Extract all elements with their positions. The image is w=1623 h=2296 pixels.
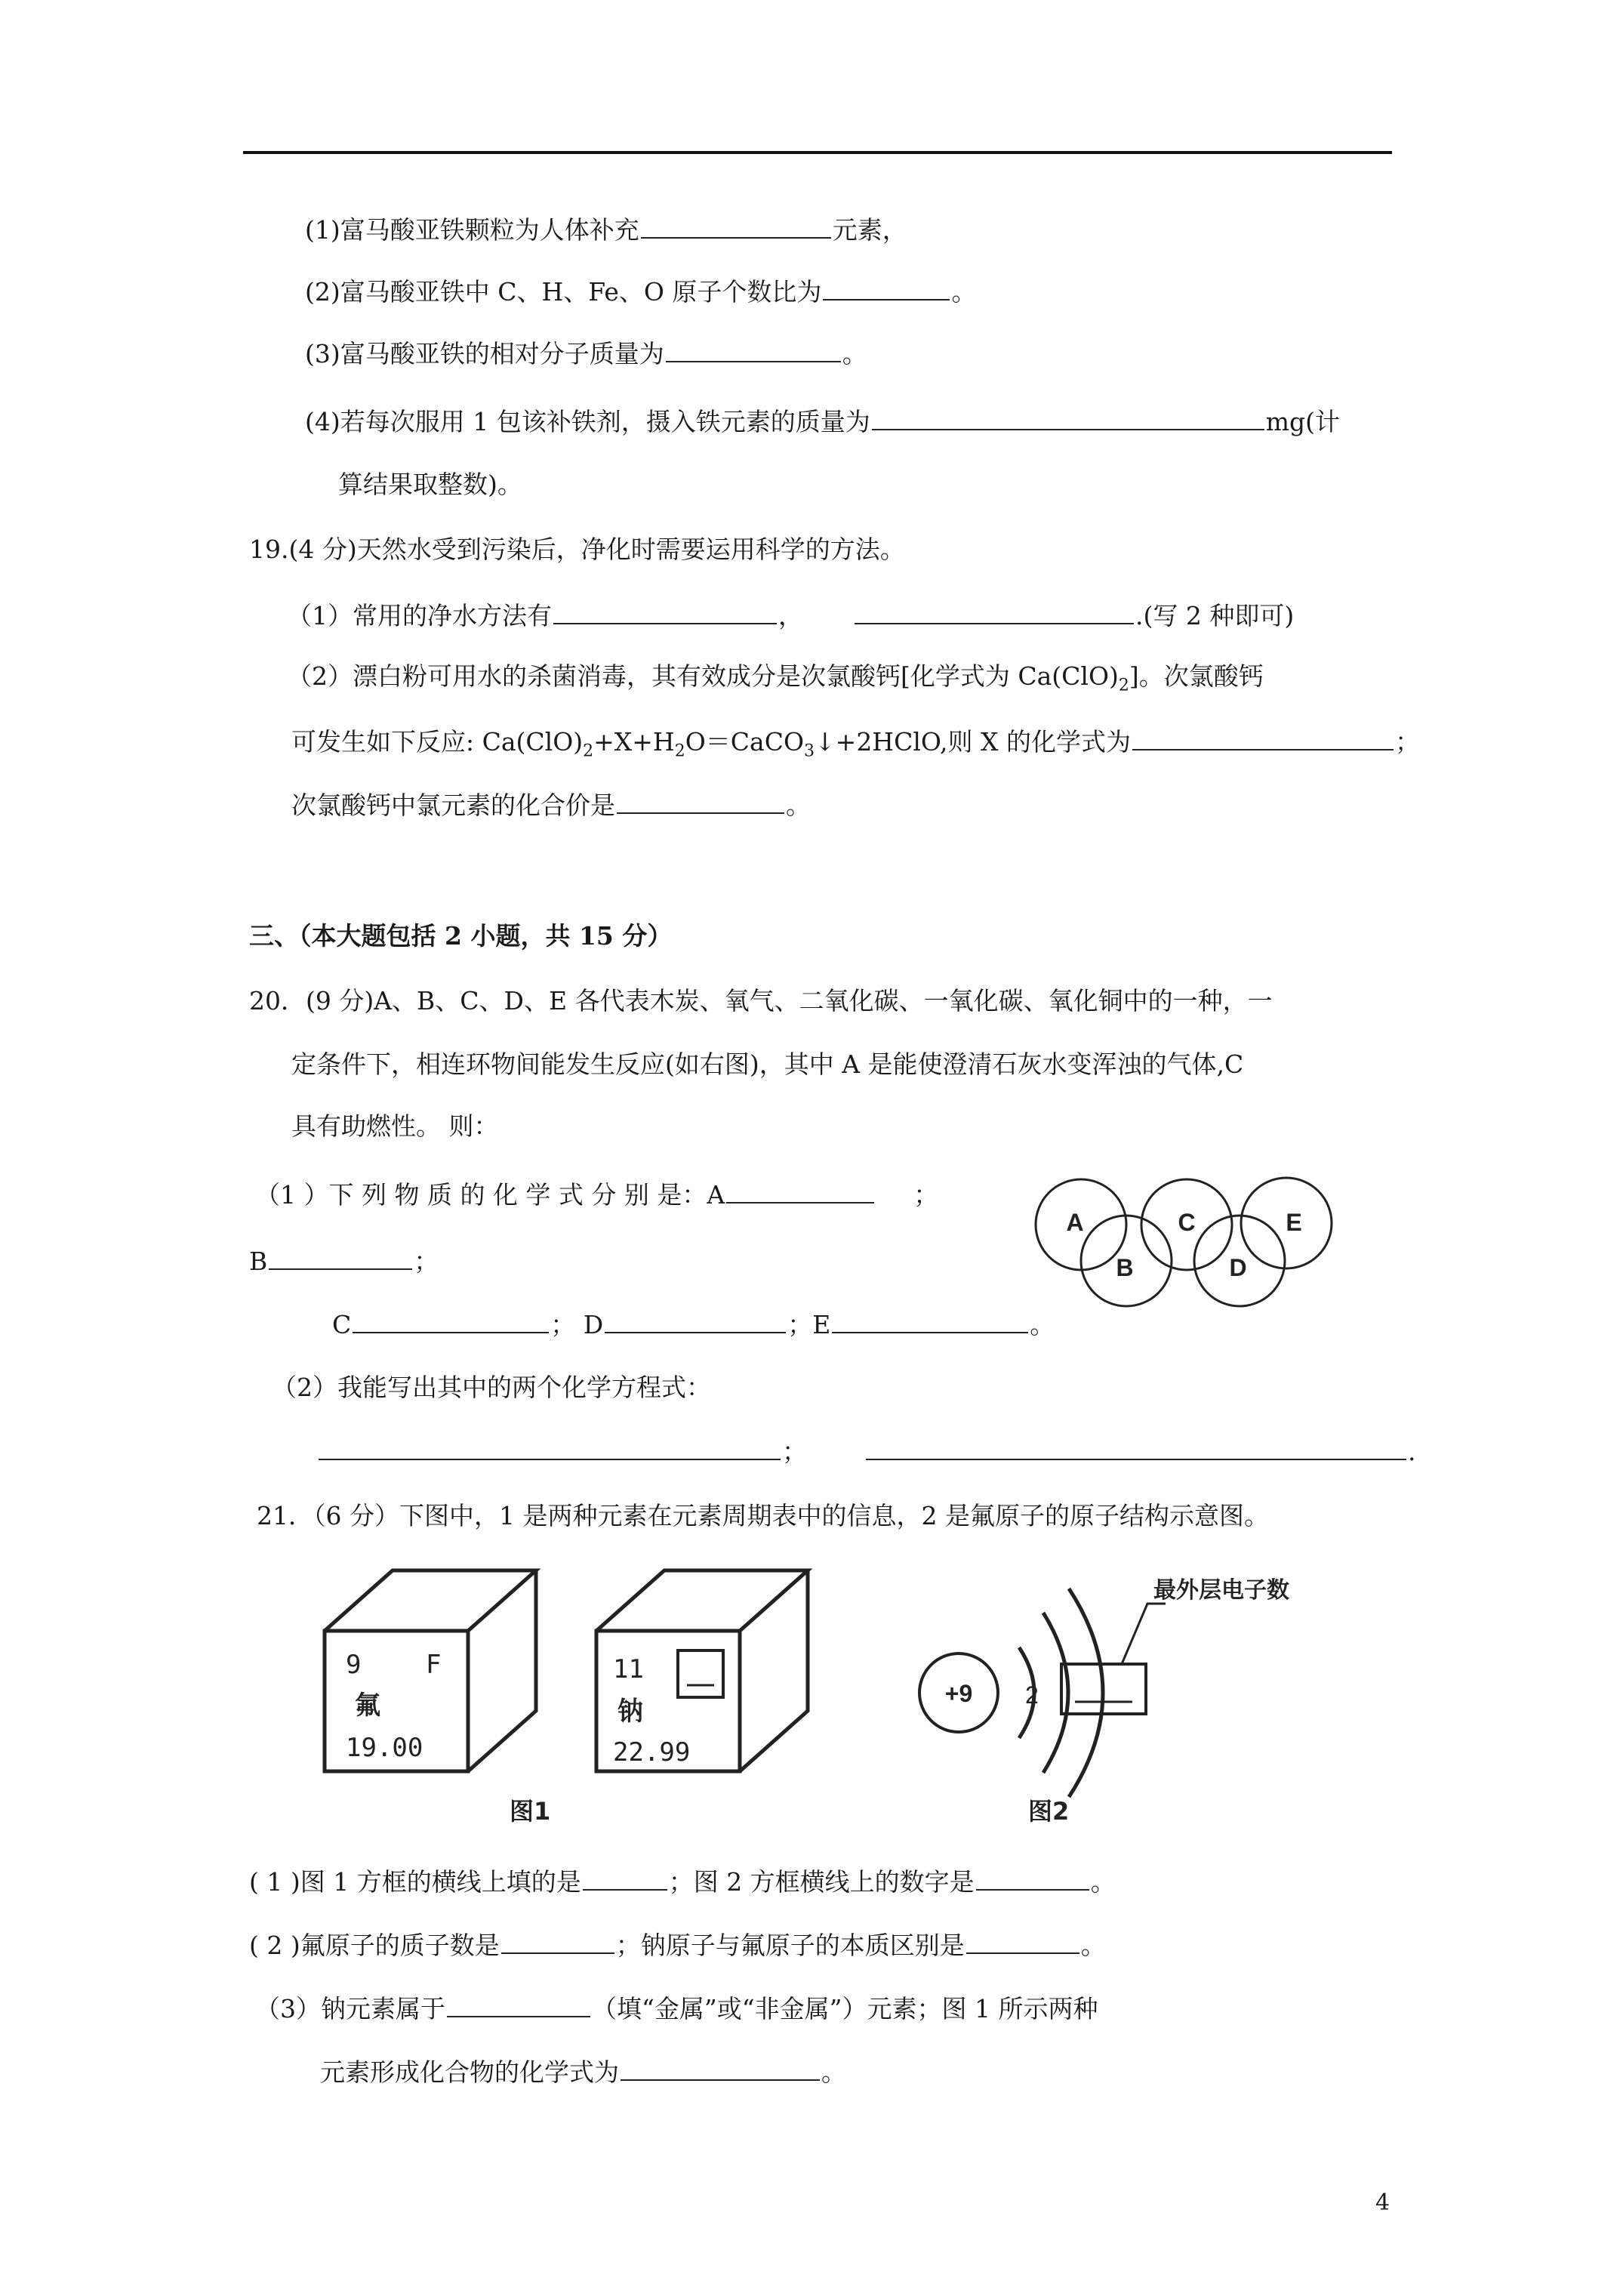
q19-2a-tail: ]。次氯酸钙 <box>1129 661 1264 691</box>
q20-line-2: 定条件下，相连环物间能发生反应(如右图)，其中 A 是能使澄清石灰水变浑浊的气体,C <box>291 1049 1244 1079</box>
q19-2b-t4: ↓+2HClO,则 X 的化学式为 <box>815 727 1131 757</box>
q20-item-2-blanks <box>317 1436 1416 1467</box>
q20-blank-d[interactable] <box>605 1309 786 1333</box>
q20-1b-text: B <box>249 1247 268 1276</box>
q21-2-blank-b[interactable] <box>966 1930 1079 1954</box>
f-atomic-mass: 19.00 <box>346 1733 423 1763</box>
f-name: 氟 <box>355 1690 380 1721</box>
q21-1-tail: 。 <box>1090 1867 1116 1897</box>
q21-1-text: ( 1 )图 1 方框的横线上填的是 <box>249 1867 581 1897</box>
q19-1-blank-a[interactable] <box>553 600 777 624</box>
q18-4-blank[interactable] <box>872 406 1264 430</box>
q20-1c-e: ；E <box>787 1310 831 1339</box>
olympic-rings-diagram <box>1027 1170 1351 1321</box>
q21-title: 21．（6 分）下图中，1 是两种元素在元素周期表中的信息，2 是氟原子的原子结构示意图。 <box>257 1501 1269 1530</box>
q21-3a-text: （3）钠元素属于 <box>255 1994 445 2023</box>
q19-item-1 <box>287 600 1294 631</box>
na-atomic-number: 11 <box>613 1654 644 1684</box>
q21-3b-text: 元素形成化合物的化学式为 <box>320 2057 619 2087</box>
q21-item-3b <box>320 2057 846 2088</box>
q18-1-blank[interactable] <box>641 214 831 239</box>
q18-3-tail: 。 <box>842 339 867 368</box>
q18-1-text: (1)富马酸亚铁颗粒为人体补充 <box>305 215 639 245</box>
figure-2-atom-structure <box>913 1563 1321 1835</box>
na-atomic-mass: 22.99 <box>613 1737 691 1767</box>
ring-label-c: C <box>1178 1209 1196 1236</box>
ring-label-e: E <box>1286 1209 1302 1236</box>
q20-item-1c <box>332 1309 1055 1340</box>
ring-label-a: A <box>1066 1209 1084 1236</box>
q21-3a-tail: （填“金属”或“非金属”）元素；图 1 所示两种 <box>592 1994 1098 2023</box>
q18-3-blank[interactable] <box>666 338 841 362</box>
header-rule <box>243 151 1392 154</box>
figure-1-element-cards <box>317 1563 861 1835</box>
q19-1-sep: ， <box>778 601 803 630</box>
q21-3a-blank[interactable] <box>447 1993 590 2017</box>
q18-item-2 <box>305 276 976 307</box>
q20-item-2: （2）我能写出其中的两个化学方程式： <box>272 1373 711 1402</box>
q20-blank-b[interactable] <box>269 1246 412 1270</box>
q20-2b-tail: . <box>1408 1437 1416 1466</box>
q18-4-tail: mg(计 <box>1265 407 1341 436</box>
q21-1-blank-a[interactable] <box>583 1866 667 1891</box>
ring-label-d: D <box>1229 1254 1247 1281</box>
q18-4-text: (4)若每次服用 1 包该补铁剂，摄入铁元素的质量为 <box>305 407 870 436</box>
section-3-heading: 三、（本大题包括 2 小题，共 15 分） <box>249 921 673 951</box>
q19-2c-tail: 。 <box>786 791 811 820</box>
q20-equation-1-blank[interactable] <box>319 1436 781 1460</box>
q19-2b-t1: 可发生如下反应: Ca(ClO) <box>291 727 584 757</box>
q20-1c-d: ； D <box>550 1310 604 1339</box>
q19-1-tail: .(写 2 种即可) <box>1135 601 1295 630</box>
q18-item-3 <box>305 338 867 369</box>
outer-electron-callout: 最外层电子数 <box>1153 1577 1289 1604</box>
q19-item-2b <box>291 726 1420 762</box>
q18-2-tail: 。 <box>951 277 977 307</box>
na-name: 钠 <box>617 1697 643 1727</box>
q20-item-1a <box>255 1179 938 1210</box>
q19-2b-blank[interactable] <box>1132 726 1394 750</box>
q18-2-blank[interactable] <box>823 276 950 300</box>
shell-1-electrons: 2 <box>1025 1681 1039 1709</box>
q20-equation-2-blank[interactable] <box>866 1436 1406 1460</box>
q19-title: 19.(4 分)天然水受到污染后，净化时需要运用科学的方法。 <box>249 535 905 564</box>
q20-blank-e[interactable] <box>832 1309 1028 1333</box>
q20-1a-text: （1 ）下 列 物 质 的 化 学 式 分 别 是：A <box>255 1180 725 1210</box>
q19-2b-t2: +X+H <box>593 727 675 757</box>
q18-2-text: (2)富马酸亚铁中 C、H、Fe、O 原子个数比为 <box>305 277 822 307</box>
q21-3b-tail: 。 <box>821 2057 846 2087</box>
q19-item-2c <box>291 790 811 821</box>
q21-1-blank-b[interactable] <box>976 1866 1089 1891</box>
q19-2b-s1: 2 <box>583 741 594 761</box>
q19-2b-t3: O＝CaCO <box>685 727 805 757</box>
q19-2a-text: （2）漂白粉可用水的杀菌消毒，其有效成分是次氯酸钙[化学式为 Ca(ClO) <box>287 661 1119 691</box>
q20-1c-tail: 。 <box>1030 1310 1055 1339</box>
q21-2-tail: 。 <box>1080 1931 1106 1960</box>
q21-item-3a <box>255 1993 1098 2024</box>
q20-1b-tail: ； <box>414 1247 439 1276</box>
q20-2b-sep: ； <box>782 1437 807 1466</box>
q20-1a-tail: ； <box>913 1180 939 1210</box>
ring-label-b: B <box>1116 1254 1134 1281</box>
q20-item-1b <box>249 1246 439 1277</box>
figure-1-caption: 图1 <box>510 1797 551 1826</box>
q21-item-2 <box>249 1930 1106 1961</box>
q19-2a-sub: 2 <box>1118 676 1129 695</box>
q20-blank-a[interactable] <box>726 1179 874 1203</box>
figure-2-caption: 图2 <box>1028 1797 1070 1826</box>
page-number: 4 <box>1375 2190 1390 2216</box>
q19-2b-tail: ； <box>1394 727 1420 757</box>
q18-item-4-cont: 算结果取整数)。 <box>338 470 522 499</box>
q20-line-3: 具有助燃性。 则： <box>291 1111 499 1141</box>
q20-blank-c[interactable] <box>353 1309 549 1333</box>
q19-2c-text: 次氯酸钙中氯元素的化合价是 <box>291 791 615 820</box>
q21-2-blank-a[interactable] <box>501 1930 614 1954</box>
q19-1-blank-b[interactable] <box>855 600 1134 624</box>
q19-2c-blank[interactable] <box>617 790 784 814</box>
q18-item-1 <box>305 214 907 245</box>
q21-3b-blank[interactable] <box>621 2057 820 2081</box>
q20-line-1: 20．(9 分)A、B、C、D、E 各代表木炭、氧气、二氧化碳、一氧化碳、氧化铜中的一种，一 <box>249 986 1273 1015</box>
q19-item-2a <box>287 661 1264 696</box>
q18-item-4 <box>305 406 1340 437</box>
q19-2b-s3: 3 <box>804 741 815 761</box>
q18-1-tail: 元素， <box>832 215 907 245</box>
f-atomic-number: 9 <box>346 1650 362 1680</box>
f-symbol: F <box>426 1650 442 1680</box>
q20-1c-c: C <box>332 1310 352 1339</box>
q19-2b-s2: 2 <box>674 741 685 761</box>
q21-1-mid: ；图 2 方框横线上的数字是 <box>668 1867 975 1897</box>
q21-2-text: ( 2 )氟原子的质子数是 <box>249 1931 500 1960</box>
nucleus-charge: +9 <box>944 1680 973 1707</box>
q18-3-text: (3)富马酸亚铁的相对分子质量为 <box>305 339 664 368</box>
q21-2-mid: ；钠原子与氟原子的本质区别是 <box>615 1931 965 1960</box>
q21-item-1 <box>249 1866 1116 1897</box>
q19-1-text: （1）常用的净水方法有 <box>287 601 552 630</box>
